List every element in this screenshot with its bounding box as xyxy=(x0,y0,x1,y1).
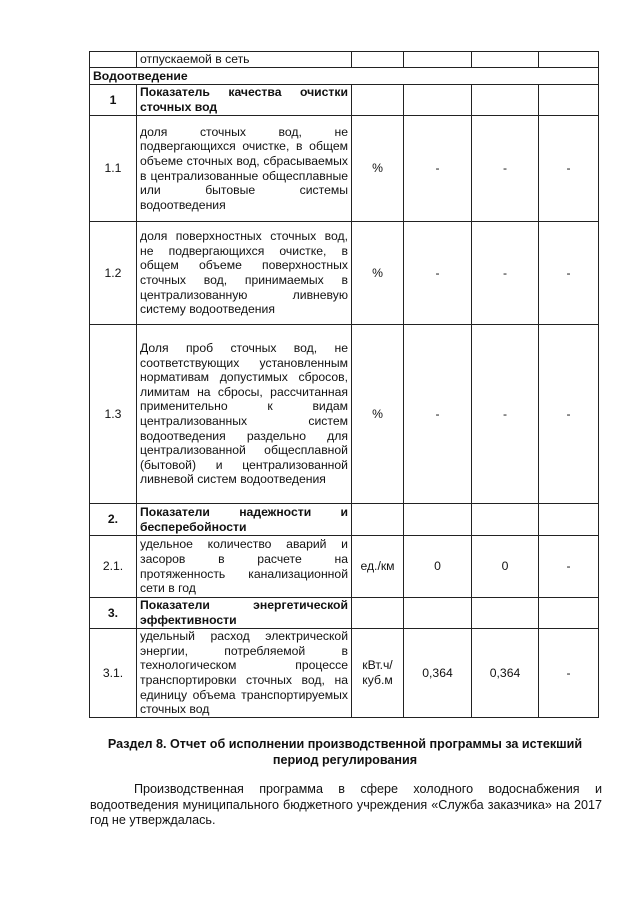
row-value: - xyxy=(539,536,599,598)
row-value: 0 xyxy=(404,536,472,598)
table-row xyxy=(90,504,599,536)
table-row xyxy=(90,85,599,116)
row-unit: % xyxy=(352,325,404,504)
row-description: Показатели надежности и бесперебойности xyxy=(137,504,352,536)
section-paragraph: Производственная программа в сфере холодного водоснабжения и водоотведения муниципального бюджетного учреждения «Служба заказчика» на 2017 год не утверждалась. xyxy=(90,782,602,827)
table-row xyxy=(90,52,599,68)
row-value: - xyxy=(539,222,599,325)
row-description: отпускаемой в сеть xyxy=(137,52,352,68)
table-row xyxy=(90,536,599,598)
table-row xyxy=(90,222,599,325)
section-title: Водоотведение xyxy=(90,68,599,85)
row-unit: кВт.ч/куб.м xyxy=(352,629,404,718)
row-value: 0,364 xyxy=(472,629,539,718)
table-row xyxy=(90,629,599,718)
row-unit: % xyxy=(352,116,404,222)
section-row xyxy=(90,68,599,85)
row-value: 0 xyxy=(472,536,539,598)
row-number: 1.3 xyxy=(90,325,137,504)
row-value: - xyxy=(404,325,472,504)
row-number: 3. xyxy=(90,598,137,629)
row-description: Показатель качества очистки сточных вод xyxy=(137,85,352,116)
row-value: - xyxy=(404,222,472,325)
table-row xyxy=(90,325,599,504)
row-description: Доля проб сточных вод, не соответствующих установленным нормативам допустимых сбросов, лимитам на сбросы, рассчитанная применительно к видам централизованных систем водоотведения раздельно для централизованной общесплавной (бытовой) и централизованной ливневой систем водоотведения xyxy=(137,325,352,504)
row-value: - xyxy=(539,629,599,718)
row-value: - xyxy=(472,325,539,504)
row-number: 1.2 xyxy=(90,222,137,325)
row-description: Показатели энергетической эффективности xyxy=(137,598,352,629)
table-row xyxy=(90,116,599,222)
row-number xyxy=(90,52,137,68)
row-unit: % xyxy=(352,222,404,325)
row-number: 2. xyxy=(90,504,137,536)
row-description: удельный расход электрической энергии, потребляемой в технологическом процессе транспортировки сточных вод, на единицу объема транспортируемых сточных вод xyxy=(137,629,352,718)
section-heading: Раздел 8. Отчет об исполнении производственной программы за истекший период регулирования xyxy=(107,737,583,767)
row-value: - xyxy=(472,222,539,325)
row-value: - xyxy=(539,325,599,504)
row-description: удельное количество аварий и засоров в расчете на протяженность канализационной сети в год xyxy=(137,536,352,598)
indicators-table xyxy=(89,51,599,718)
row-unit: ед./км xyxy=(352,536,404,598)
row-number: 2.1. xyxy=(90,536,137,598)
row-value: 0,364 xyxy=(404,629,472,718)
row-number: 1 xyxy=(90,85,137,116)
row-number: 1.1 xyxy=(90,116,137,222)
row-number: 3.1. xyxy=(90,629,137,718)
row-value: - xyxy=(539,116,599,222)
row-description: доля сточных вод, не подвергающихся очистке, в общем объеме сточных вод, сбрасываемых в централизованные общесплавные или бытовые системы водоотведения xyxy=(137,116,352,222)
row-value: - xyxy=(404,116,472,222)
row-value: - xyxy=(472,116,539,222)
row-description: доля поверхностных сточных вод, не подвергающихся очистке, в общем объеме поверхностных сточных вод, принимаемых в централизованную ливневую систему водоотведения xyxy=(137,222,352,325)
table-row xyxy=(90,598,599,629)
